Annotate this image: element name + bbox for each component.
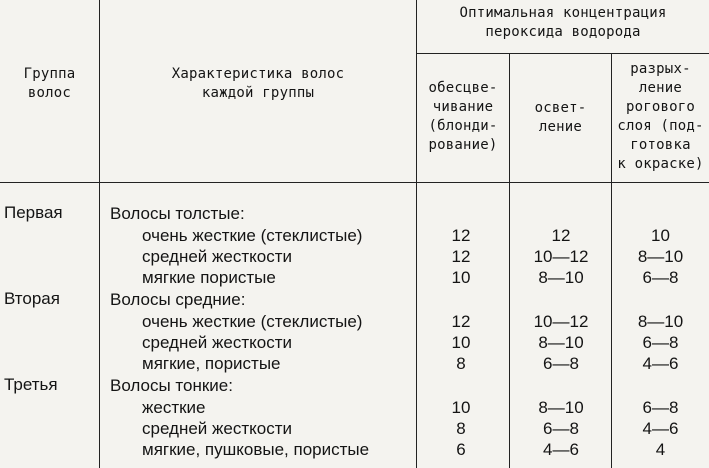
column-rule-2 <box>416 0 417 468</box>
lightening-value: 6—8 <box>543 354 579 373</box>
header-concentration-title: Оптимальная концентрация пероксида водорода <box>459 5 667 40</box>
loosening-value: 4—6 <box>642 354 679 373</box>
lightening-value: 8—10 <box>538 333 584 352</box>
subheader-rule <box>416 53 709 54</box>
group-name: Первая <box>4 203 63 222</box>
row-description: средней жесткости <box>142 419 292 438</box>
bleaching-value: 12 <box>451 312 471 331</box>
group-title: Волосы средние: <box>110 290 246 309</box>
row-description: мягкие пористые <box>142 268 276 287</box>
lightening-value: 6—8 <box>543 419 579 438</box>
group-title: Волосы тонкие: <box>110 376 233 395</box>
lightening-value: 12 <box>551 226 571 245</box>
group-name: Третья <box>4 375 58 394</box>
header-characteristic-col: Характеристика волос каждой группы <box>171 66 345 101</box>
bleaching-value: 8 <box>456 419 466 438</box>
row-description: жесткие <box>142 398 206 417</box>
loosening-value: 4 <box>655 440 666 459</box>
loosening-value: 6—8 <box>642 398 679 417</box>
loosening-value: 6—8 <box>642 333 679 352</box>
lightening-value: 8—10 <box>538 268 584 287</box>
row-description: средней жесткости <box>142 247 292 266</box>
bleaching-value: 10 <box>451 268 471 287</box>
row-description: мягкие, пушковые, пористые <box>142 440 370 459</box>
header-bottom-rule <box>0 182 709 183</box>
header-loosening-col: разрых- ление рогового слоя (под- готовка к окраске) <box>617 61 704 172</box>
bleaching-value: 10 <box>451 398 471 417</box>
bleaching-value: 8 <box>456 354 466 373</box>
loosening-value: 4—6 <box>642 419 679 438</box>
bleaching-value: 10 <box>451 333 471 352</box>
lightening-value: 10—12 <box>533 247 589 266</box>
bleaching-value: 12 <box>451 226 471 245</box>
row-description: мягкие, пористые <box>142 354 281 373</box>
header-bleaching-col: обесцве- чивание (блонди- рование) <box>428 80 498 153</box>
header-lightening-col: освет- ление <box>534 100 587 135</box>
bleaching-value: 6 <box>456 440 466 459</box>
lightening-value: 4—6 <box>543 440 579 459</box>
group-name: Вторая <box>4 289 60 308</box>
loosening-value: 8—10 <box>637 247 684 266</box>
row-description: очень жесткие (стеклистые) <box>142 226 363 245</box>
row-description: средней жесткости <box>142 333 292 352</box>
group-title: Волосы толстые: <box>110 204 245 223</box>
row-description: очень жесткие (стеклистые) <box>142 312 363 331</box>
bleaching-value: 12 <box>451 247 471 266</box>
loosening-value: 10 <box>651 226 670 245</box>
loosening-value: 6—8 <box>642 268 679 287</box>
header-group-col: Группа волос <box>23 66 76 101</box>
lightening-value: 8—10 <box>538 398 584 417</box>
lightening-value: 10—12 <box>533 312 589 331</box>
loosening-value: 8—10 <box>637 312 684 331</box>
